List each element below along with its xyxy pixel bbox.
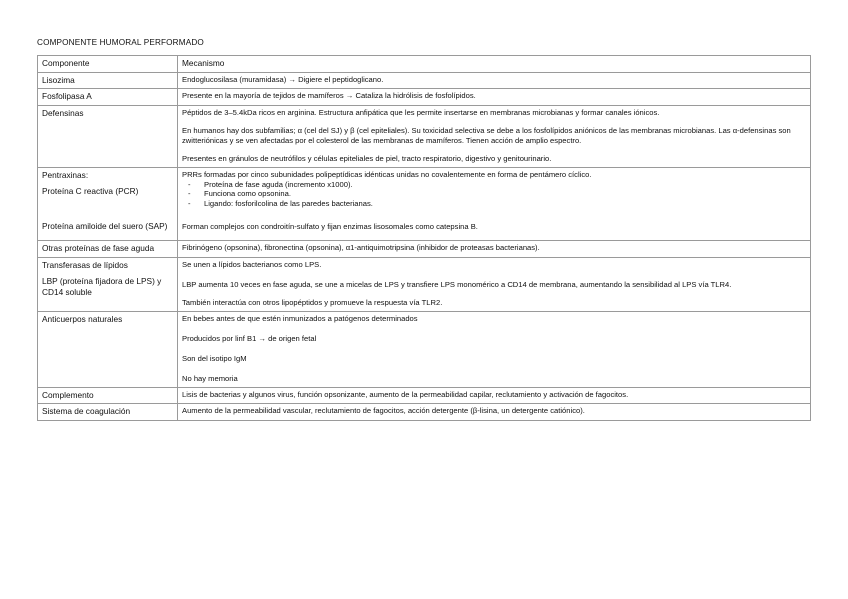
anticuerpos-mechanism — [178, 311, 811, 387]
pcr-list — [182, 180, 806, 209]
defensinas-paragraph-3: Presentes en gránulos de neutrófilos y células epiteliales de piel, tracto respiratorio, digestivo y genitourinario. — [182, 153, 552, 163]
list-item: - Funciona como opsonina. — [204, 189, 806, 199]
anticuerpos-paragraph-1: En bebes antes de que estén inmunizados a patógenos determinados — [182, 313, 418, 323]
pcr-name: Proteína C reactiva (PCR) — [42, 186, 139, 196]
transferasas-names — [38, 257, 178, 311]
complemento-name: Complemento — [38, 387, 178, 404]
table-row — [38, 241, 811, 258]
table-row — [38, 167, 811, 241]
anticuerpos-name: Anticuerpos naturales — [38, 311, 178, 387]
components-table — [37, 55, 811, 421]
anticuerpos-paragraph-4: No hay memoria — [182, 373, 238, 383]
table-row — [38, 387, 811, 404]
pentraxinas-names — [38, 167, 178, 241]
defensinas-paragraph-2: En humanos hay dos subfamilias; α (cel del SJ) y β (cel epiteliales). Su toxicidad selectiva se debe a los fosfolípidos aniónicos de las membranas microbianas. Las α-defensinas son zwitteriónicas y se ven afectadas por el colesterol de las membranas de mamíferos. Tienen acción de amplio espectro. — [182, 125, 791, 145]
table-row — [38, 311, 811, 387]
table-header-row — [38, 56, 811, 73]
defensinas-mechanism — [178, 105, 811, 167]
table-row — [38, 404, 811, 421]
table-row — [38, 105, 811, 167]
coagulacion-name: Sistema de coagulación — [38, 404, 178, 421]
transferasas-name: Transferasas de lípidos — [42, 259, 128, 270]
lisozima-name: Lisozima — [38, 72, 178, 89]
transferasas-mechanism — [178, 257, 811, 311]
defensinas-paragraph-1: Péptidos de 3–5.4kDa ricos en arginina. Estructura anfipática que les permite insertarse en membranas microbianas y formar canales iónicos. — [182, 107, 660, 117]
header-mecanismo: Mecanismo — [178, 56, 811, 73]
table-row — [38, 257, 811, 311]
document-title: COMPONENTE HUMORAL PERFORMADO — [37, 38, 204, 47]
sap-name: Proteína amiloide del suero (SAP) — [42, 220, 168, 231]
anticuerpos-paragraph-2: Producidos por linf B1 → de origen fetal — [182, 333, 317, 343]
fosfolipasa-name: Fosfolipasa A — [38, 89, 178, 106]
header-componente: Componente — [38, 56, 178, 73]
fosfolipasa-mechanism: Presente en la mayoría de tejidos de mamíferos → Cataliza la hidrólisis de fosfolípidos. — [178, 89, 811, 106]
lisozima-mechanism: Endoglucosilasa (muramidasa) → Digiere el peptidoglicano. — [178, 72, 811, 89]
complemento-mechanism: Lisis de bacterias y algunos virus, función opsonizante, aumento de la permeabilidad capilar, reclutamiento y activación de fagocitos. — [178, 387, 811, 404]
pentraxinas-mechanism — [178, 167, 811, 241]
otras-mechanism: Fibrinógeno (opsonina), fibronectina (opsonina), α1-antiquimotripsina (inhibidor de proteasas bacterianas). — [178, 241, 811, 258]
transferasas-paragraph-3: También interactúa con otros lipopéptidos y promueve la respuesta vía TLR2. — [182, 297, 443, 307]
anticuerpos-paragraph-3: Son del isotipo IgM — [182, 353, 247, 363]
pentraxinas-text: PRRs formadas por cinco subunidades polipeptídicas idénticas unidas no covalentemente en forma de pentámero cíclico. — [182, 169, 592, 179]
pentraxinas-name: Pentraxinas: — [42, 169, 89, 180]
lbp-name: LBP (proteína fijadora de LPS) y CD14 soluble — [42, 276, 162, 297]
defensinas-name: Defensinas — [38, 105, 178, 167]
list-item: - Ligando: fosforilcolina de las paredes bacterianas. — [204, 199, 806, 209]
transferasas-paragraph-1: Se unen a lípidos bacterianos como LPS. — [182, 259, 322, 269]
table-row — [38, 89, 811, 106]
table-row — [38, 72, 811, 89]
list-item: - Proteína de fase aguda (incremento x1000). — [204, 180, 806, 190]
sap-text: Forman complejos con condroitín-sulfato y fijan enzimas lisosomales como catepsina B. — [182, 222, 478, 231]
transferasas-paragraph-2: LBP aumenta 10 veces en fase aguda, se une a micelas de LPS y transfiere LPS monomérico a CD14 de membrana, aumentando la sensibilidad al LPS vía TLR4. — [182, 279, 732, 289]
otras-name: Otras proteínas de fase aguda — [38, 241, 178, 258]
coagulacion-mechanism: Aumento de la permeabilidad vascular, reclutamiento de fagocitos, acción detergente (β-lisina, un detergente catiónico). — [178, 404, 811, 421]
